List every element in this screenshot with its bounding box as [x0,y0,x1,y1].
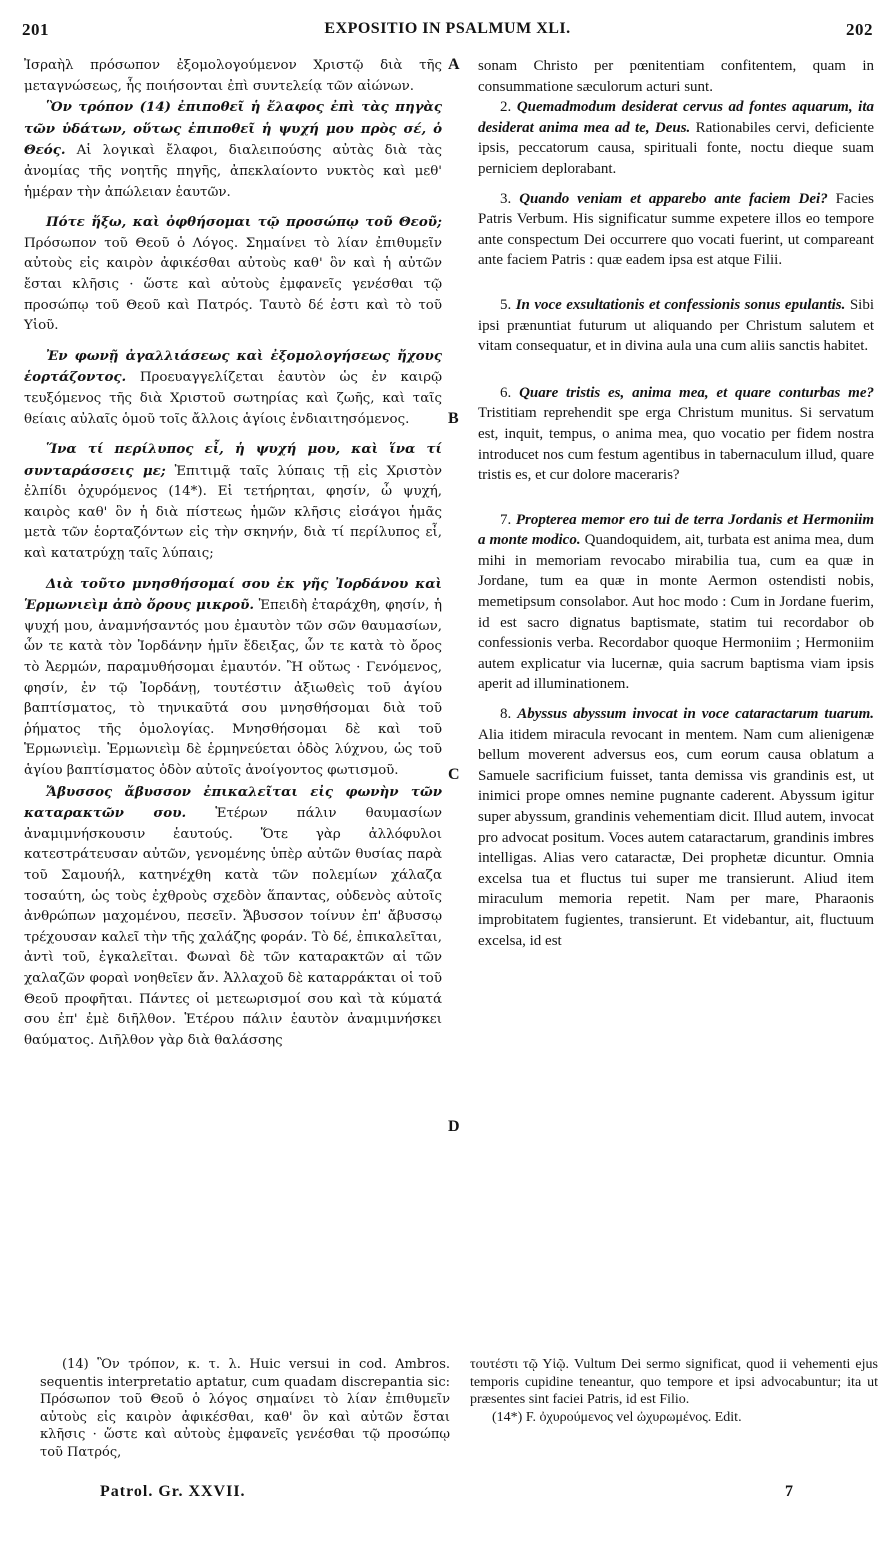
latin-paragraph: 7. Propterea memor ero tui de terra Jordanis et Hermoniim a monte modico. Quandoquidem, ait, turbata est anima mea, dum mihi in memoriam revocabo mirabilia tua, cum ea quæ in Jordane, tum ea quæ in monte Aermon ostendisti nobis, memetipsum consolabor. Aut hoc modo : Cum in Jordane fuerim, id est sacro dignatus baptismate, statim tui recordabor ob confessionis verba. Recordabor quoque Hermoniim ; Hermoniim autem explicatur via lucernæ, quia sacrum baptisma viam ipsis aperit ad illuminationem. [478,511,875,693]
latin-paragraph: 5. In voce exsultationis et confessionis sonus epulantis. Sibi ipsi prænuntiat futurum ut aliquando per Christum salutem et vitam consequatur, et in divina aula una cum aliis sanctis habitet. [478,296,875,355]
page-number-right: 202 [846,20,873,39]
gathering-number: 7 [785,1483,794,1500]
greek-paragraph: Ἵνα τί περίλυπος εἶ, ἡ ψυχή μου, καὶ ἵνα τί συνταράσσεις με; Ἐπιτιμᾷ ταῖς λύπαις τῇ εἰς Χριστὸν ἐλπίδι ὀχυρόμενος (14*). Εἰ τετήρηται, φησίν, ὦ ψυχή, καιρὸς καθ' ὃν ἡ διὰ πίστεως ἡμῶν κλῆσις εἰσάγοι ἡμᾶς μετὰ τῶν ἑορταζόντων εἰς τὴν σκηνήν, διὰ τί περίλυπος εἶ, καὶ κατατρύχῃ ταῖς λύπαις; [24,441,442,562]
footnote-left [40,1356,450,1461]
footnote-right [470,1356,878,1426]
margin-letter-c: C [448,766,460,783]
page-header [22,20,873,48]
greek-paragraph: Διὰ τοῦτο μνησθήσομαί σου ἐκ γῆς Ἰορδάνου καὶ Ἑρμωνιεὶμ ἀπὸ ὄρους μικροῦ. Ἐπειδὴ ἐταράχθη, φησίν, ἡ ψυχή μου, ἀναμνήσαντός μου ἐμαυτὸν τῶν σῶν θαυμασίων, ὧν τε κατὰ τὸν Ἰορδάνην ἡμῖν ἔδειξας, ὧν τε κατὰ τὸ ὄρος τὸ Ἀερμών, παραμυθήσομαι ἐμαυτόν. Ἢ οὕτως · Γενόμενος, φησίν, ἐν τῷ Ἰορδάνῃ, τουτέστιν ἀξιωθεὶς τοῦ ἁγίου βαπτίσματος, τὸ τηνικαῦτά σου μνησθήσομαι διὰ τοῦ ῥήματος τῆς ὁμολογίας. Μνησθήσομαι δὲ καὶ τοῦ Ἑρμωνιεὶμ. Ἑρμωνιεὶμ δὲ ἑρμηνεύεται ὁδὸς λύχνου, ὡς τοῦ ἁγίου βαπτίσματος ὁδὸν αὐτοῖς ἀνοίγοντος φωτισμοῦ. [24,575,442,778]
greek-column [24,56,442,1106]
margin-letter-d: D [448,1118,460,1135]
latin-paragraph: sonam Christo per pœnitentiam confitentem, quam in consummatione sæculorum acturi sunt. [478,58,874,95]
page-number-left: 201 [22,20,49,39]
margin-letter-a: A [448,56,460,73]
greek-paragraph: Ἰσραὴλ πρόσωπον ἐξομολογούμενον Χριστῷ διὰ τῆς μεταγνώσεως, ἧς ποιήσονται ἐπὶ συντελείᾳ τῶν αἰώνων. [24,58,442,94]
footnote-14-star: (14*) F. ὀχυρούμενος vel ὠχυρωμένος. Edit. [492,1409,742,1425]
latin-column [478,56,874,1106]
latin-paragraph: 2. Quemadmodum desiderat cervus ad fontes aquarum, ita desiderat anima mea ad te, Deus. Rationabiles cervi, deficiente ipsis, peccatorum causa, spirituali fonte, noctu dieque suam perniciem deplorabant. [478,99,875,177]
running-title: EXPOSITIO IN PSALMUM XLI. [324,20,571,37]
footnote-14: (14) Ὃν τρόπον, κ. τ. λ. Huic versui in cod. Ambros. sequentis interpretatio aptatur, cum quadam discrepantia sic: Πρόσωπον τοῦ Θεοῦ ὁ λόγος σημαίνει τὸ λίαν ἐπιθυμεῖν αὐτοὺς εἰς καιρὸν ἀφικέσθαι, καθ' ὃν καὶ αὐτῶν ἔσται κλῆσις · ὥστε καὶ αὐτοὺς ἐμφανεῖς γενέσθαι τῷ προσώπῳ τοῦ Πατρός, [40,1357,450,1460]
footnote-14-continued: τουτέστι τῷ Υἱῷ. Vultum Dei sermo significat, quod ii vehementi ejus temporis cupidine teneantur, quo tempore et ipsi advocabuntur; ita ut præsentes sint faciei Patris, id est Filio. [470,1357,878,1407]
greek-paragraph: Ἄβυσσος ἄβυσσον ἐπικαλεῖται εἰς φωνὴν τῶν καταρακτῶν σου. Ἑτέρων πάλιν θαυμασίων ἀναμιμνήσκουσιν ἑαυτούς. Ὅτε γὰρ ἀλλόφυλοι κατεστράτευσαν αὐτῶν, γενομένης ὑπὲρ αὐτῶν θυσίας παρὰ τοῦ Σαμουήλ, κατηνέχθη κατὰ τῶν πολεμίων χάλαζα τοσαύτη, ὡς τοὺς ἐχθροὺς σχεδὸν ἅπαντας, οὐδενὸς αὐτοῖς ἀνθρώπων μαχομένου, πεσεῖν. Ἄβυσσον τοίνυν ἐπ' ἄβυσσῳ τρέχουσαν καλεῖ τὴν τῆς χαλάζης φοράν. Τὸ δέ, ἐπικαλεῖται, ἀντὶ τοῦ, ἐγκαλεῖται. Φωναὶ δὲ τῶν καταρακτῶν αἱ τῶν χαλαζῶν φοραὶ νοηθεῖεν ἄν. Ἀλλαχοῦ δὲ καταρράκται οἱ τοῦ Θεοῦ προφῆται. Πάντες οἱ μετεωρισμοί σου καὶ τὰ κύματά σου ἐπ' ἐμὲ διῆλθον. Ἑτέρου πάλιν ἑαυτὸν ἀναμιμνήσκει θαύματος. Διῆλθον γὰρ διὰ θαλάσσης [24,783,443,1048]
greek-paragraph: Ἐν φωνῇ ἀγαλλιάσεως καὶ ἐξομολογήσεως ἤχους ἑορτάζοντος. Προευαγγελίζεται ἑαυτὸν ὡς ἐν καιρῷ τευξόμενος τῆς διὰ Χριστοῦ σωτηρίας καὶ ζωῆς, καὶ ταῖς θείαις αὐλαῖς ὁμοῦ τοῖς ἄλλοις ἁγίοις ἐνδιαιτησόμενος. [24,347,442,427]
margin-letter-b: B [448,410,459,427]
greek-paragraph: Πότε ἥξω, καὶ ὀφθήσομαι τῷ προσώπῳ τοῦ Θεοῦ; Πρόσωπον τοῦ Θεοῦ ὁ Λόγος. Σημαίνει τὸ λίαν ἐπιθυμεῖν αὐτοὺς εἰς καιρὸν ἀφικέσθαι αὐτοὺς καθ' ὃν καὶ ἡ αὐτῶν ἔσται κλῆσις · ὥστε καὶ αὐτοὺς ἐμφανεῖς γενέσθαι τῷ προσώπῳ τοῦ Θεοῦ καὶ Πατρός. Ταυτὸ δέ ἐστι καὶ τὸ τοῦ Υἱοῦ. [24,214,442,334]
latin-paragraph: 6. Quare tristis es, anima mea, et quare conturbas me? Tristitiam reprehendit spe erga Christum munitus. Si servatum est, inquit, tempus, o anima mea, quo vocatio per fidem nostra introducet nos cum festum agentibus in tabernaculum illud, quare tristis es, et cur dolore maceraris? [478,384,875,484]
latin-paragraph: 3. Quando veniam et apparebo ante faciem Dei? Facies Patris Verbum. His significatur summe expetere illos eo tempore ante conspectum Dei occurrere quo vocati fuerint, ut compareant ante faciem Patris : quæ eadem ipsa est atque Filii. [478,190,874,269]
latin-paragraph: 8. Abyssus abyssum invocat in voce cataractarum tuarum. Alia itidem miracula revocant in mentem. Nam cum alienigenæ bellum moverent adversus eos, cum eorum causa oblatum a Samuele sacrificium fuisset, tanta demissa vis grandinis est, ut inimici prope omnes nemine pugnante caderent. Abyssum igitur super abyssum, grandinis vehementiam dicit. Illud autem, invocat pro advocat positum. Voces autem cataractarum, grandinis imbres intelligas. Alias vero cataractæ, Dei prophetæ dicuntur. Omnia excelsa tua et fluctus tui super me transierunt. Aliud item miraculum memoria repetit. Nam per mare, Pharaonis improbitatem fugientes, transierunt. Et videbantur, ait, fluctuum excelsa, id est [478,706,875,949]
signature-mark: Patrol. Gr. XXVII. [100,1483,246,1500]
greek-paragraph: Ὃν τρόπον (14) ἐπιποθεῖ ἡ ἔλαφος ἐπὶ τὰς πηγὰς τῶν ὑδάτων, οὕτως ἐπιποθεῖ ἡ ψυχή μου πρὸς σέ, ὁ Θεός. Αἱ λογικαὶ ἔλαφοι, διαλειπούσης αὐτὰς διὰ τὰς ἀνομίας τῆς νοητῆς πηγῆς, ἀπεκλαίοντο νυκτὸς καὶ μεθ' ἡμέραν τὴν ἀπώλειαν ἑαυτῶν. [24,99,442,200]
